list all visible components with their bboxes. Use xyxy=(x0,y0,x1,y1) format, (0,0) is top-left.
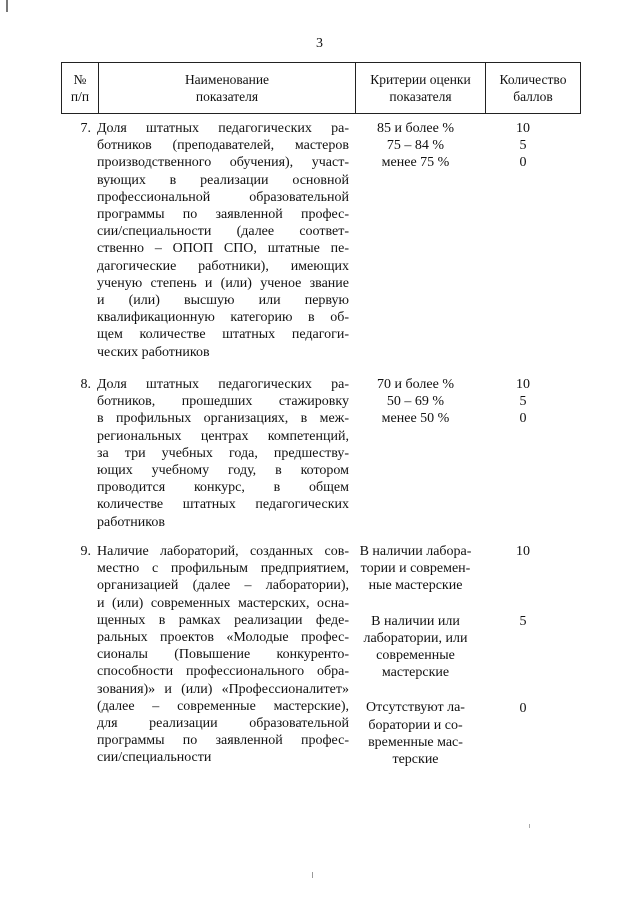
criteria-item: 70 и более % xyxy=(376,377,454,392)
criteria-item: менее 75 % xyxy=(381,155,450,171)
scan-mark xyxy=(6,0,8,12)
text-line: ботников, прошедших стажировку xyxy=(97,394,349,410)
row-number: 9. xyxy=(80,544,91,559)
text-line: и (или) современных мастерских, осна- xyxy=(97,595,349,611)
score-item: 10 xyxy=(516,544,530,559)
text-line: программы по заявленной профес- xyxy=(97,733,349,749)
text-line: щенных в рамках реализации феде- xyxy=(97,612,349,628)
row-number: 7. xyxy=(80,121,91,136)
text-line: ческих работников xyxy=(97,344,210,360)
criteria-item: менее 50 % xyxy=(381,411,450,427)
text-line: организацией (далее – лаборатории), xyxy=(97,578,349,594)
criteria-item: В наличии лабора- тории и современ- ные мастерские xyxy=(359,544,472,594)
row-number: 8. xyxy=(80,377,91,392)
criteria-item: Отсутствуют ла- боратории и со- временные мас- терские xyxy=(366,700,465,768)
text-line: (далее – современные мастерские), xyxy=(97,698,349,714)
header-number: № п/п xyxy=(70,72,90,104)
score-item: 5 xyxy=(519,614,527,629)
text-line: проводится конкурс, в общем xyxy=(97,480,349,496)
criteria-item: 50 – 69 % xyxy=(386,394,445,410)
page-number: 3 xyxy=(316,36,323,51)
score-column xyxy=(478,376,568,428)
text-line: вующих в реализации основной xyxy=(97,172,349,188)
text-line: щем количестве штатных педагоги- xyxy=(97,327,349,343)
score-item: 10 xyxy=(516,377,530,392)
criteria-item: 75 – 84 % xyxy=(386,138,445,154)
criteria-item: В наличии или лаборатории, или современные мастерские xyxy=(363,613,468,681)
score-item: 5 xyxy=(519,394,527,410)
text-line: ральных проектов «Молодые профес- xyxy=(97,630,349,646)
text-line: Наличие лабораторий, созданных сов- xyxy=(97,544,349,559)
indicator-text xyxy=(97,376,349,531)
text-line: ственно – ОПОП СПО, штатные пе- xyxy=(97,241,349,257)
text-line: для реализации образовательной xyxy=(97,716,349,732)
text-line: Доля штатных педагогических ра- xyxy=(97,121,349,136)
text-line: программы по заявленной профес- xyxy=(97,207,349,223)
criteria-column xyxy=(353,543,478,768)
text-line: и (или) высшую или первую xyxy=(97,293,349,309)
text-line: сии/специальности (далее соответ- xyxy=(97,224,349,240)
text-line: сионалы (Повышение конкуренто- xyxy=(97,647,349,663)
text-line: за три учебных года, предшеству- xyxy=(97,445,349,461)
criteria-column xyxy=(353,376,478,428)
text-line: ученую степень и (или) ученое звание xyxy=(97,275,349,291)
criteria-column xyxy=(353,120,478,172)
text-line: профессиональной образовательной xyxy=(97,189,349,205)
score-item: 0 xyxy=(519,411,527,427)
text-line: Доля штатных педагогических ра- xyxy=(97,377,349,392)
header-name-cell xyxy=(99,63,356,114)
header-score-cell xyxy=(486,63,581,114)
table-header xyxy=(61,62,581,114)
header-score: Количество баллов xyxy=(499,72,567,104)
indicator-text xyxy=(97,543,349,767)
text-line: региональных центрах компетенций, xyxy=(97,428,349,444)
text-line: способности профессионального обра- xyxy=(97,664,349,680)
text-line: работников xyxy=(97,514,165,530)
scan-mark xyxy=(529,824,530,828)
header-number-cell xyxy=(62,63,99,114)
text-line: местно с профильным предприятием, xyxy=(97,561,349,577)
scan-mark xyxy=(312,872,313,878)
criteria-item: 85 и более % xyxy=(376,121,454,136)
score-item: 5 xyxy=(519,138,527,154)
score-column xyxy=(478,120,568,172)
text-line: в профильных организациях, в меж- xyxy=(97,411,349,427)
text-line: производственного обучения), участ- xyxy=(97,155,349,171)
header-criteria: Критерии оценки показателя xyxy=(370,72,471,104)
text-line: зования)» и (или) «Профессионалитет» xyxy=(97,681,349,697)
text-line: количестве штатных педагогических xyxy=(97,497,349,513)
header-indicator-name: Наименование показателя xyxy=(184,72,270,104)
indicator-text xyxy=(97,120,349,361)
score-item: 10 xyxy=(516,121,530,136)
text-line: дагогические работники), имеющих xyxy=(97,258,349,274)
score-item: 0 xyxy=(519,701,527,716)
text-line: сии/специальности xyxy=(97,750,212,766)
header-criteria-cell xyxy=(356,63,486,114)
text-line: ботников (преподавателей, мастеров xyxy=(97,138,349,154)
text-line: квалификационную категорию в об- xyxy=(97,310,349,326)
text-line: ющих учебному году, в котором xyxy=(97,463,349,479)
score-item: 0 xyxy=(519,155,527,171)
